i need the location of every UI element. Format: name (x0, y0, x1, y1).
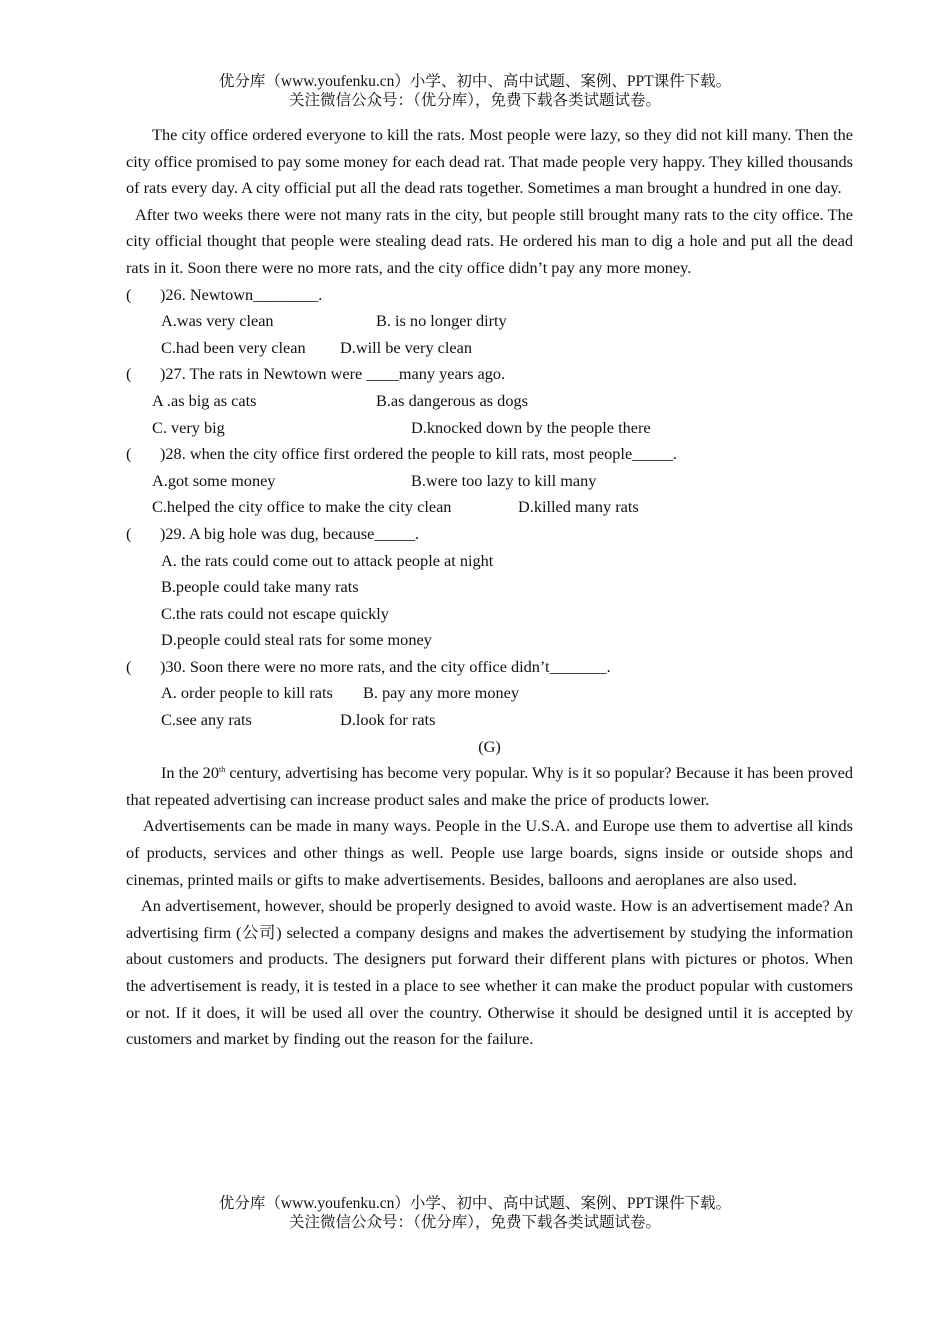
question-text: )28. when the city office first ordered the people to kill rats, most people_____. (160, 444, 677, 464)
question-29-option-c (126, 601, 853, 628)
answer-paren: ( (126, 656, 132, 676)
question-text: )27. The rats in Newtown were ____many years ago. (160, 364, 506, 384)
option-d: D.killed many rats (518, 497, 639, 517)
passage-f-paragraph-1: The city office ordered everyone to kill the rats. Most people were lazy, so they did not kill many. Then the city office promised to pay some money for each dead rat. That made people very happy. They killed thousands of rats every day. A city official put all the dead rats together. Sometimes a man brought a hundred in one day. (126, 125, 853, 198)
p1-start: In the 20 (161, 763, 219, 783)
question-29-option-a (126, 548, 853, 575)
question-26-stem (126, 282, 853, 309)
option-b: B. pay any more money (363, 683, 519, 703)
question-30-options-ab (126, 680, 853, 707)
passage-g-paragraph-1 (126, 760, 853, 813)
question-30-stem (126, 654, 853, 681)
section-label-g: (G) (478, 736, 501, 756)
option-c: C. very big (152, 417, 225, 437)
option-d: D.people could steal rats for some money (161, 630, 432, 650)
option-c: C.had been very clean (161, 337, 306, 357)
option-a: A.was very clean (161, 311, 274, 331)
question-29-option-b (126, 574, 853, 601)
question-28-options-ab (126, 468, 853, 495)
option-a: A .as big as cats (152, 390, 257, 410)
question-28-options-cd (126, 494, 853, 521)
header-line-1: 优分库（www.youfenku.cn）小学、初中、高中试题、案例、PPT课件下载。 (218, 73, 732, 90)
answer-paren: ( (126, 523, 132, 543)
question-text: )26. Newtown________. (160, 284, 323, 304)
option-b: B.were too lazy to kill many (411, 470, 597, 490)
question-29-option-d (126, 627, 853, 654)
passage-g-paragraph-2: Advertisements can be made in many ways. People in the U.S.A. and Europe use them to advertise all kinds of products, services and other things as well. People use large boards, signs inside or outside shops and cinemas, printed mails or gifts to make advertisements. Besides, balloons and aeroplanes are also used. (126, 816, 853, 889)
passage-g-paragraph-3: An advertisement, however, should be properly designed to avoid waste. How is an advertisement made? An advertising firm (公司) selected a company designs and makes the advertisement by studying the information about customers and products. The designers put forward their different plans with pictures or photos. When the advertisement is ready, it is tested in a place to see whether it can make the product popular with customers or not. If it does, it will be used all over the country. Otherwise it should be designed until it is accepted by customers and market by finding out the reason for the failure. (126, 896, 853, 1049)
footer-line-2: 关注微信公众号：（优分库），免费下载各类试题试卷。 (288, 1214, 661, 1231)
option-d: D.will be very clean (340, 337, 473, 357)
header-line-2: 关注微信公众号：（优分库），免费下载各类试题试卷。 (288, 92, 661, 109)
question-text: )29. A big hole was dug, because_____. (160, 523, 420, 543)
option-b: B.as dangerous as dogs (376, 390, 528, 410)
question-text: )30. Soon there were no more rats, and the city office didn’t_______. (160, 656, 611, 676)
question-29-stem (126, 521, 853, 548)
page-footer (0, 1194, 950, 1232)
question-26-options-ab (126, 308, 853, 335)
ordinal-superscript: th (218, 765, 226, 775)
question-27-stem (126, 361, 853, 388)
option-b: B. is no longer dirty (376, 311, 507, 331)
p1-rest: century, advertising has become very popular. Why is it so popular? Because it has been proved that repeated advertising can increase product sales and make the price of products lower. (126, 763, 853, 809)
document-body (126, 122, 853, 1053)
answer-paren: ( (126, 364, 132, 384)
footer-line-1: 优分库（www.youfenku.cn）小学、初中、高中试题、案例、PPT课件下载。 (218, 1195, 732, 1212)
option-c: C.helped the city office to make the city clean (152, 497, 452, 517)
page-header-top (0, 72, 950, 110)
option-d: D.knocked down by the people there (411, 417, 651, 437)
option-a: A. the rats could come out to attack people at night (161, 550, 494, 570)
question-28-stem (126, 441, 853, 468)
question-26-options-cd (126, 335, 853, 362)
option-a: A. order people to kill rats (161, 683, 333, 703)
option-d: D.look for rats (340, 710, 436, 730)
question-30-options-cd (126, 707, 853, 734)
question-27-options-cd (126, 415, 853, 442)
option-b: B.people could take many rats (161, 577, 359, 597)
passage-f-paragraph-2: After two weeks there were not many rats in the city, but people still brought many rats to the city office. The city official thought that people were stealing dead rats. He ordered his man to dig a hole and put all the dead rats in it. Soon there were no more rats, and the city office didn’t pay any more money. (126, 204, 853, 277)
option-a: A.got some money (152, 470, 276, 490)
option-c: C.the rats could not escape quickly (161, 603, 389, 623)
option-c: C.see any rats (161, 710, 252, 730)
question-27-options-ab (126, 388, 853, 415)
answer-paren: ( (126, 444, 132, 464)
answer-paren: ( (126, 284, 132, 304)
